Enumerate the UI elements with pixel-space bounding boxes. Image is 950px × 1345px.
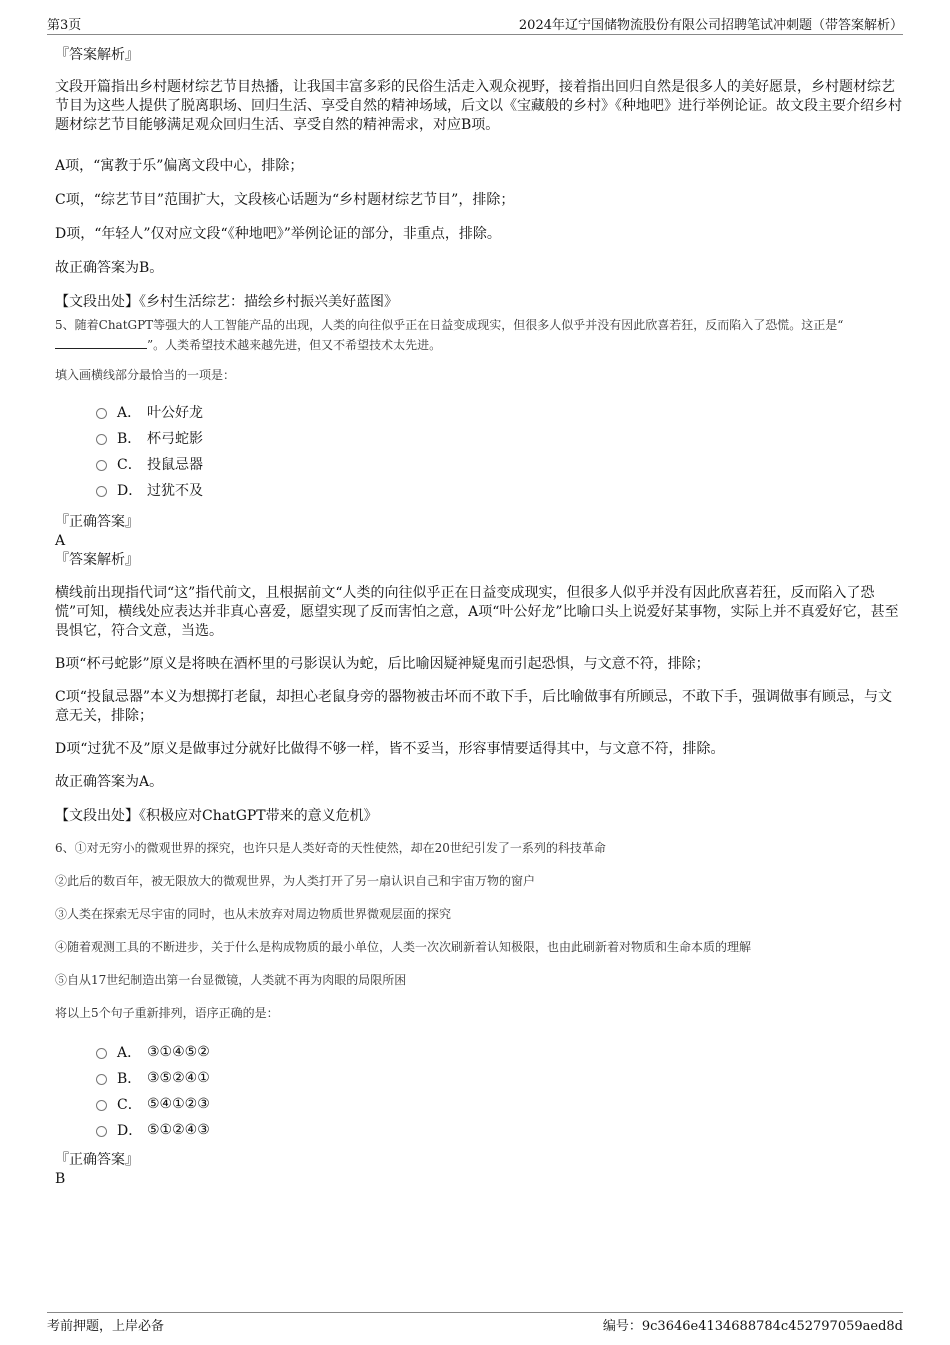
q5-analysis-label: 『答案解析』: [55, 552, 139, 568]
q5-source: 【文段出处】《积极应对ChatGPT带来的意义危机》: [55, 808, 378, 824]
q6-answer-label: 『正确答案』: [55, 1152, 139, 1168]
q4-analysis-para4: D项，“年轻人”仅对应文段“《种地吧》”举例论证的部分，非重点，排除。: [55, 226, 501, 242]
q5-stem-after: ”。人类希望技术越来越先进，但又不希望技术太先进。: [147, 338, 442, 352]
q6-answer: B: [55, 1171, 66, 1187]
q4-source: 【文段出处】《乡村生活综艺：描绘乡村振兴美好蓝图》: [55, 294, 398, 310]
q5-answer: A: [55, 533, 66, 549]
q4-answer-conclusion: 故正确答案为B。: [55, 260, 164, 276]
page-footer: [47, 1312, 903, 1337]
radio-button[interactable]: [96, 460, 107, 471]
radio-button[interactable]: [96, 1126, 107, 1137]
footer-slogan: 考前押题，上岸必备: [47, 1319, 165, 1334]
radio-button[interactable]: [96, 486, 107, 497]
q6-sentence-1: 6、①对无穷小的微观世界的探究，也许只是人类好奇的天性使然，却在20世纪引发了一系列的科技革命: [55, 841, 606, 855]
radio-button[interactable]: [96, 1100, 107, 1111]
q6-sentence-5: ⑤自从17世纪制造出第一台显微镜，人类就不再为肉眼的局限所困: [55, 973, 407, 987]
q5-answer-label: 『正确答案』: [55, 514, 139, 530]
q5-stem: [55, 315, 903, 355]
q6-sentence-2: ②此后的数百年，被无限放大的微观世界，为人类打开了另一扇认识自己和宇宙万物的窗户: [55, 874, 536, 888]
page-number: 第3页: [47, 18, 82, 33]
q6-options: [55, 1039, 903, 1143]
radio-button[interactable]: [96, 1074, 107, 1085]
answer-blank: [55, 338, 147, 349]
q6-prompt: 将以上5个句子重新排列，语序正确的是：: [55, 1006, 279, 1020]
radio-button[interactable]: [96, 1048, 107, 1059]
page-header: [47, 14, 903, 35]
q5-stem-before: 5、随着ChatGPT等强大的人工智能产品的出现，人类的向往似乎正在日益变成现实，但很多人似乎并没有因此欣喜若狂，反而陷入了恐慌。这正是“: [55, 318, 844, 332]
q5-analysis-para3: C项“投鼠忌器”本义为想掷打老鼠，却担心老鼠身旁的器物被击坏而不敢下手，后比喻做事有所顾忌，不敢下手，强调做事有顾忌，与文意无关，排除；: [55, 689, 893, 724]
q5-answer-conclusion: 故正确答案为A。: [55, 774, 164, 790]
page-content: [55, 46, 903, 1189]
q4-analysis-label: 『答案解析』: [55, 47, 139, 63]
q5-option-c[interactable]: C． 投鼠忌器: [96, 451, 903, 477]
q6-option-c[interactable]: C． ⑤④①②③: [96, 1091, 903, 1117]
q4-analysis-para2: A项，“寓教于乐”偏离文段中心，排除；: [55, 158, 304, 174]
q5-analysis-para4: D项“过犹不及”原义是做事过分就好比做得不够一样，皆不妥当，形容事情要适得其中，与文意不符，排除。: [55, 741, 725, 757]
document-title: 2024年辽宁国储物流股份有限公司招聘笔试冲刺题（带答案解析）: [518, 18, 903, 33]
document-id: 编号：9c3646e4134688784c452797059aed8d: [602, 1319, 903, 1334]
q5-options: [55, 399, 903, 503]
q5-prompt: 填入画横线部分最恰当的一项是：: [55, 368, 236, 382]
q5-option-b[interactable]: B． 杯弓蛇影: [96, 425, 903, 451]
q4-analysis-para3: C项，“综艺节目”范围扩大，文段核心话题为“乡村题材综艺节目”，排除；: [55, 192, 515, 208]
q6-sentence-3: ③人类在探索无尽宇宙的同时，也从未放弃对周边物质世界微观层面的探究: [55, 907, 452, 921]
q5-analysis-para2: B项“杯弓蛇影”原义是将映在酒杯里的弓影误认为蛇，后比喻因疑神疑鬼而引起恐惧，与文意不符，排除；: [55, 656, 710, 672]
q6-option-b[interactable]: B． ③⑤②④①: [96, 1065, 903, 1091]
q5-analysis-para1: 横线前出现指代词“这”指代前文，且根据前文“人类的向往似乎正在日益变成现实，但很多人似乎并没有因此欣喜若狂，反而陷入了恐慌”可知，横线处应表达并非真心喜爱，愿望实现了反而害怕之意，A项“叶公好龙”比喻口头上说爱好某事物，实际上并不真爱好它，甚至畏惧它，符合文意，当选。: [55, 585, 899, 639]
q5-option-a[interactable]: A． 叶公好龙: [96, 399, 903, 425]
radio-button[interactable]: [96, 408, 107, 419]
q6-option-a[interactable]: A． ③①④⑤②: [96, 1039, 903, 1065]
q4-analysis-para1: 文段开篇指出乡村题材综艺节目热播，让我国丰富多彩的民俗生活走入观众视野，接着指出回归自然是很多人的美好愿景，乡村题材综艺节目为这些人提供了脱离职场、回归生活、享受自然的精神场域，后文以《宝藏般的乡村》《种地吧》进行举例论证。故文段主要介绍乡村题材综艺节目能够满足观众回归生活、享受自然的精神需求，对应B项。: [55, 79, 902, 133]
q6-sentence-4: ④随着观测工具的不断进步，关于什么是构成物质的最小单位，人类一次次刷新着认知极限，也由此刷新着对物质和生命本质的理解: [55, 940, 752, 954]
q6-option-d[interactable]: D． ⑤①②④③: [96, 1117, 903, 1143]
q5-option-d[interactable]: D． 过犹不及: [96, 477, 903, 503]
radio-button[interactable]: [96, 434, 107, 445]
